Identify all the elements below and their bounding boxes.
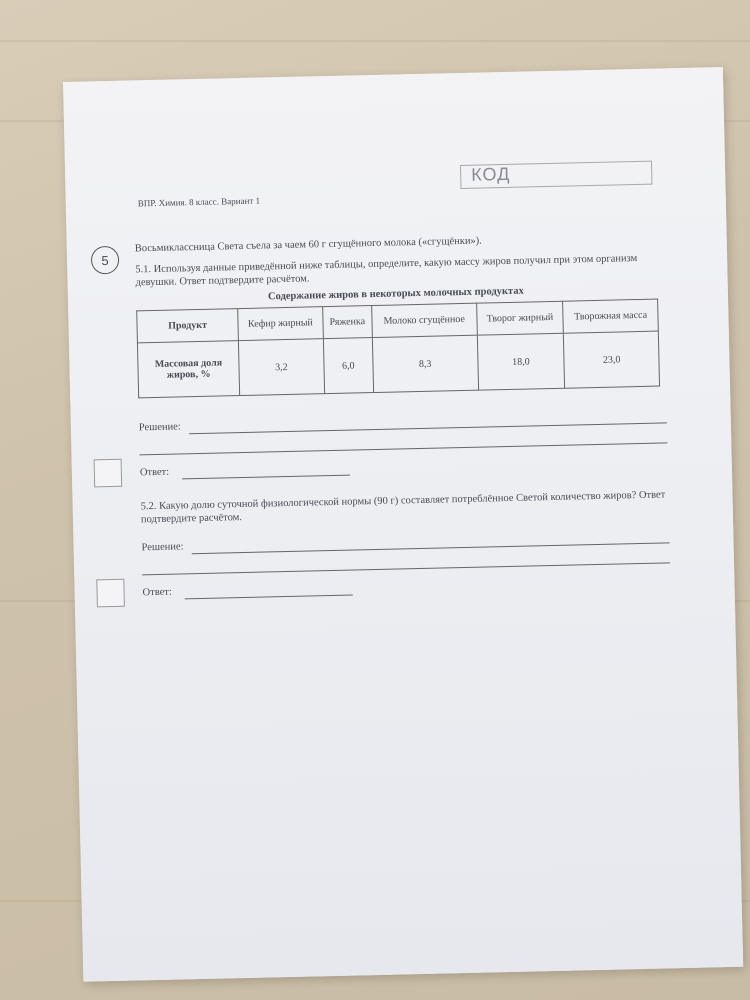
answer-line-5-2[interactable] <box>185 595 353 600</box>
solution-label-5-2: Решение: <box>141 541 184 554</box>
product-name: Творожная масса <box>563 299 658 333</box>
fat-value: 3,2 <box>238 339 324 396</box>
table-value-row <box>137 331 659 397</box>
product-name: Молоко сгущённое <box>372 303 477 338</box>
answer-label-5-1: Ответ: <box>139 466 170 479</box>
solution-line-5-1b[interactable] <box>139 442 667 455</box>
fat-value: 18,0 <box>477 334 565 391</box>
solution-line-5-2[interactable] <box>192 542 670 554</box>
code-label: КОД <box>470 163 511 185</box>
fat-value: 23,0 <box>564 331 660 388</box>
score-box-5-1[interactable] <box>94 459 123 488</box>
table-header-label: Продукт <box>137 309 239 344</box>
answer-line-5-1[interactable] <box>182 475 350 480</box>
exam-header: ВПР. Химия. 8 класс. Вариант 1 <box>137 195 261 209</box>
score-box-5-2[interactable] <box>96 579 125 608</box>
product-name: Кефир жирный <box>238 307 323 341</box>
answer-label-5-2: Ответ: <box>142 586 172 599</box>
table-title: Содержание жиров в некоторых молочных продуктах <box>267 285 524 303</box>
task-number-badge: 5 <box>91 246 120 275</box>
fat-value: 6,0 <box>323 338 373 394</box>
product-name: Ряженка <box>322 306 372 339</box>
question-5-2: 5.2. Какую долю суточной физиологической нормы (90 г) составляет потреблённое Светой количество жиров? Ответ подтвердите расчётом. <box>140 489 666 526</box>
code-field[interactable] <box>460 161 652 189</box>
exam-sheet <box>63 67 743 982</box>
solution-line-5-2b[interactable] <box>142 562 670 575</box>
solution-label-5-1: Решение: <box>138 421 181 434</box>
solution-line-5-1[interactable] <box>189 422 667 434</box>
product-name: Творог жирный <box>476 301 564 335</box>
fat-content-table <box>136 299 660 399</box>
table-row-label: Массовая доля жиров, % <box>137 341 239 398</box>
task-intro: Восьмиклассница Света съела за чаем 60 г сгущённого молока («сгущёнки»). <box>134 235 482 255</box>
fat-value: 8,3 <box>372 336 478 393</box>
question-5-1: 5.1. Используя данные приведённой ниже таблицы, определите, какую массу жиров получил при этом организм девушки. Ответ подтвердите расчётом. <box>135 253 638 289</box>
